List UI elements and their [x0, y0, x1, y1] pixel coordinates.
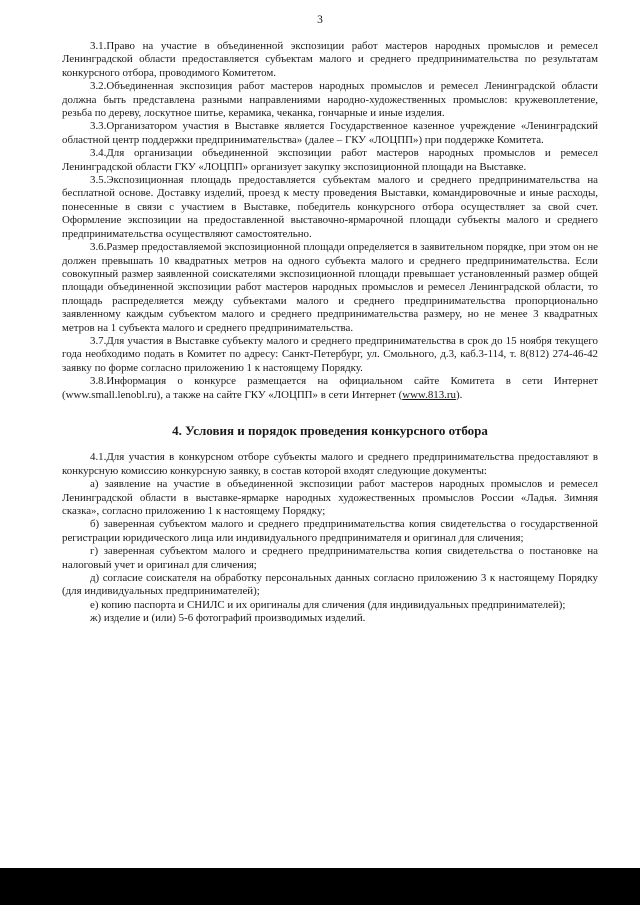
section-4-title: 4. Условия и порядок проведения конкурсного отбора: [172, 422, 488, 438]
paragraph-3-1: 3.1.Право на участие в объединенной экспозиции работ мастеров народных промыслов и ремесел Ленинградской области предоставляется субъектам малого и среднего предпринимательства по результатам конкурсного отбора, проводимого Комитетом.: [62, 40, 598, 79]
scan-bottom-border: [0, 868, 640, 905]
paragraph-4-1: 4.1.Для участия в конкурсном отборе субъекты малого и среднего предпринимательства предоставляют в конкурсную комиссию конкурсную заявку, в состав которой входят следующие документы:: [62, 451, 598, 477]
paragraph-3-4: 3.4.Для организации объединенной экспозиции работ мастеров народных промыслов и ремесел Ленинградской области ГКУ «ЛОЦПП» организует закупку экспозиционной площади на Выставке.: [62, 147, 598, 173]
list-item-a: а) заявление на участие в объединенной экспозиции работ мастеров народных промыслов и ремесел Ленинградской области в выставке-ярмарке народных художественных промыслов России «Ладья. Зимняя сказка», согласно приложению 1 к настоящему Порядку;: [62, 478, 598, 517]
list-item-zh: ж) изделие и (или) 5-6 фотографий производимых изделий.: [90, 612, 366, 625]
paragraph-3-7: 3.7.Для участия в Выставке субъекту малого и среднего предпринимательства в срок до 15 ноября текущего года необходимо подать в Комитет по адресу: Санкт-Петербург, ул. Смольного, д.3, каб.3-114, т. 8(812) 274-46-42 заявку по форме согласно приложению 1 к настоящему Порядку.: [62, 334, 598, 374]
list-item-d: д) согласие соискателя на обработку персональных данных согласно приложению 3 к настоящему Порядку (для индивидуальных предпринимателей);: [62, 572, 598, 598]
paragraph-3-5: 3.5.Экспозиционная площадь предоставляется субъектам малого и среднего предпринимательства на бесплатной основе. Доставку изделий, проезд к месту проведения Выставки, командировочные и иные расходы, понесенные в связи с участием в Выставке, победитель конкурсного отбора осуществляет за свой счет. Оформление экспозиции на предоставленной выставочно-ярмарочной площади субъекты малого и среднего предпринимательства осуществляют самостоятельно.: [62, 174, 598, 240]
website-link[interactable]: www.813.ru: [402, 388, 456, 401]
list-item-b: б) заверенная субъектом малого и среднего предпринимательства копия свидетельства о государственной регистрации юридического лица или индивидуального предпринимателя и оригинал для сличения;: [62, 518, 598, 544]
paragraph-3-8: [62, 375, 598, 402]
list-item-e: е) копию паспорта и СНИЛС и их оригиналы для сличения (для индивидуальных предпринимателей);: [90, 598, 566, 611]
paragraph-3-3: 3.3.Организатором участия в Выставке является Государственное казенное учреждение «Ленинградский областной центр поддержки предпринимательства» (далее – ГКУ «ЛОЦПП») при поддержке Комитета.: [62, 120, 598, 146]
paragraph-3-8-text: 3.8.Информация о конкурсе размещается на официальном сайте Комитета в сети Интернет (www.small.lenobl.ru), а также на сайте ГКУ «ЛОЦПП» в сети Интернет (: [62, 375, 598, 401]
document-body: [62, 40, 598, 626]
page-number: 3: [317, 14, 323, 26]
paragraph-3-6: 3.6.Размер предоставляемой экспозиционной площади определяется в заявительном порядке, при этом он не должен превышать 10 квадратных метров на одного субъекта малого и среднего предпринимательства. Если совокупный размер заявленной соискателями экспозиционной площади превышает установленный размер общей площади объединенной экспозиции работ мастеров народных промыслов и ремесел Ленинградской области, то площадь распределяется между субъектами малого и среднего предпринимательства пропорционально заявленному каждым субъектом малого и среднего предпринимательства размеру, но не менее 3 квадратных метров на 1 субъекта малого и среднего предпринимательства.: [62, 241, 598, 334]
paragraph-3-8-end: ).: [455, 388, 463, 401]
paragraph-3-2: 3.2.Объединенная экспозиция работ мастеров народных промыслов и ремесел Ленинградской области должна быть представлена разными направлениями народно-художественных промыслов: кружевоплетение, резьба по дереву, лоскутное шитье, керамика, чеканка, гончарные и иные изделия.: [62, 80, 598, 120]
list-item-g: г) заверенная субъектом малого и среднего предпринимательства копия свидетельства о постановке на налоговый учет и оригинал для сличения;: [62, 545, 598, 571]
